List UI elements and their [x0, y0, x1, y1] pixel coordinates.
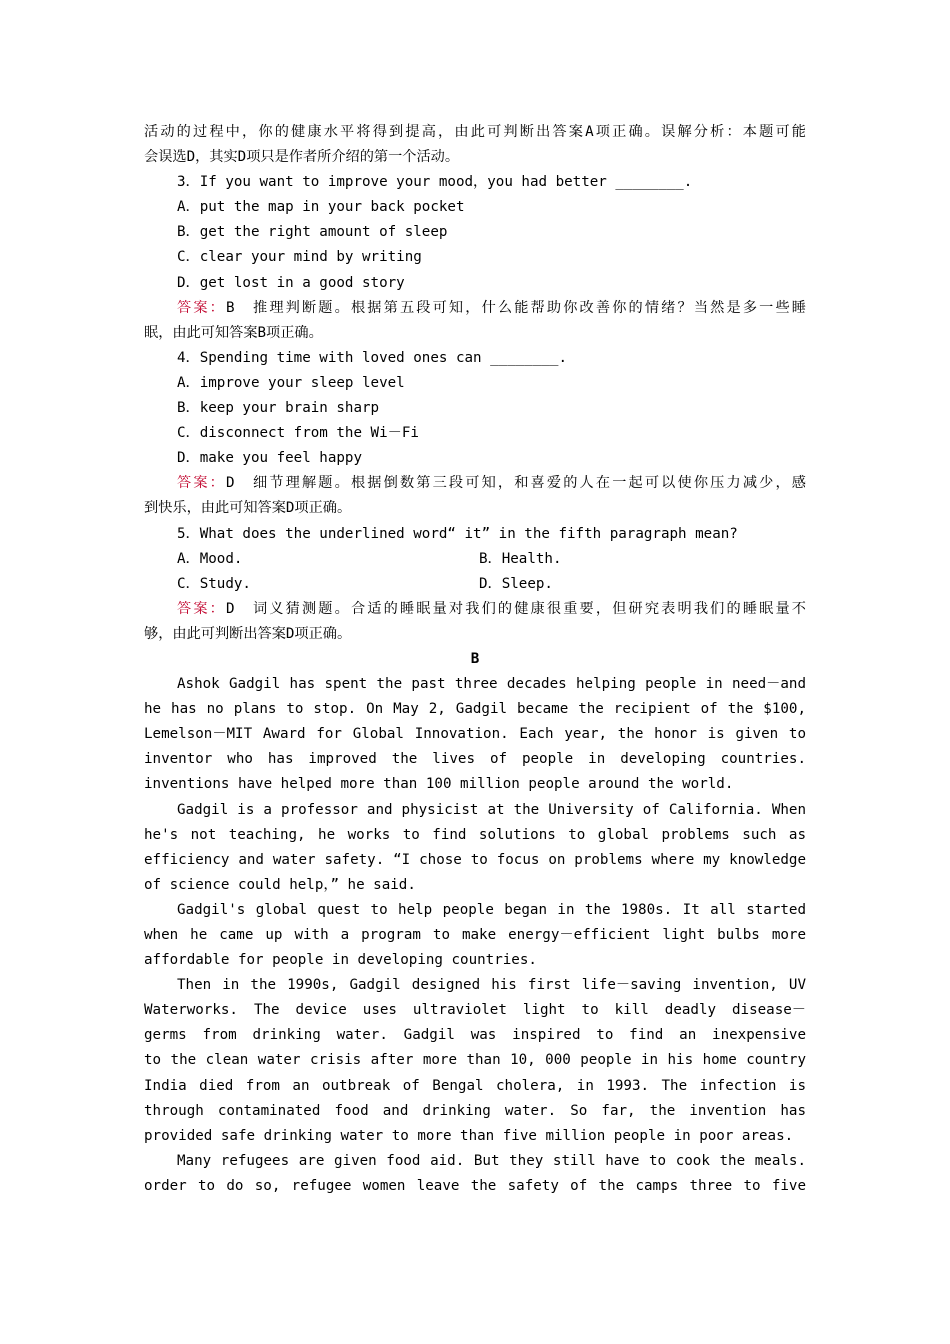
passage-paragraph-4	[144, 973, 806, 1149]
passage-line: Many refugees are given food aid. But they still have to cook the meals.	[177, 1152, 806, 1169]
passage-line: Ashok Gadgil has spent the past three decades helping people in need－and	[177, 676, 806, 693]
passage-line: provided safe drinking water to more than five million people in poor areas.	[144, 1127, 794, 1144]
question-5-option-b: B．Health.	[479, 550, 562, 567]
passage-line: India died from an outbreak of Bengal cholera, in 1993. The infection is	[144, 1077, 806, 1094]
passage-line: Gadgil is a professor and physicist at the University of California. When	[177, 801, 806, 818]
intro-line-2: 会误选D，其实D项只是作者所介绍的第一个活动。	[144, 149, 460, 166]
passage-line: through contaminated food and drinking water. So far, the invention has	[144, 1102, 806, 1119]
question-4-option-a: A．improve your sleep level	[177, 374, 405, 391]
passage-line: of science could help，” he said.	[144, 876, 416, 893]
question-5-options-row-2	[144, 572, 806, 597]
question-4-stem: 4．Spending time with loved ones can ________.	[177, 349, 568, 366]
question-4-answer-cont: 到快乐，由此可知答案D项正确。	[144, 500, 352, 517]
passage-line: he has no plans to stop. On May 2, Gadgil became the recipient of the $100,	[144, 701, 806, 718]
passage-line: germs from drinking water. Gadgil was inspired to find an inexpensive	[144, 1027, 806, 1044]
question-5-options-row-1	[144, 547, 806, 572]
passage-line: order to do so, refugee women leave the safety of the camps three to five	[144, 1177, 806, 1194]
answer-label: 答案：	[177, 299, 226, 316]
passage-line: efficiency and water safety. “I chose to focus on problems where my knowledge	[144, 851, 806, 868]
passage-line: inventor who has improved the lives of people in developing countries.	[144, 751, 806, 768]
passage-line: to the clean water crisis after more than 10, 000 people in his home country	[144, 1052, 806, 1069]
passage-line: when he came up with a program to make energy－efficient light bulbs more	[144, 927, 806, 943]
question-5-option-c: C．Study.	[177, 575, 251, 592]
passage-line: affordable for people in developing countries.	[144, 952, 537, 969]
question-5-answer-cont: 够，由此可判断出答案D项正确。	[144, 625, 352, 642]
question-4-option-c: C．disconnect from the Wi－Fi	[177, 425, 419, 442]
passage-line: Then in the 1990s, Gadgil designed his first life－saving invention, UV	[177, 977, 806, 994]
passage-line: he's not teaching, he works to find solutions to global problems such as	[144, 826, 806, 843]
passage-line: inventions have helped more than 100 million people around the world.	[144, 776, 734, 793]
answer-label: 答案：	[177, 600, 226, 617]
passage-paragraph-3	[144, 898, 806, 973]
passage-line: Gadgil's global quest to help people began in the 1980s. It all started	[177, 901, 806, 918]
question-5-option-a: A．Mood.	[177, 550, 243, 567]
question-5-answer	[144, 597, 806, 622]
question-4-option-b: B．keep your brain sharp	[177, 400, 380, 417]
question-5-stem: 5．What does the underlined word“ it” in the fifth paragraph mean?	[177, 525, 738, 542]
passage-paragraph-1	[144, 672, 806, 797]
question-4-answer	[144, 471, 806, 496]
question-3-answer-cont: 眠，由此可知答案B项正确。	[144, 324, 323, 341]
passage-line: Waterworks. The device uses ultraviolet light to kill deadly disease－	[144, 1002, 806, 1019]
question-3-answer	[144, 296, 806, 321]
section-heading: B	[470, 650, 480, 667]
question-3-option-d: D．get lost in a good story	[177, 274, 405, 291]
question-3-option-b: B．get the right amount of sleep	[177, 224, 448, 241]
question-3-stem: 3．If you want to improve your mood，you had better ________.	[177, 174, 693, 191]
question-5-option-d: D．Sleep.	[479, 575, 553, 592]
answer-explanation: B 推理判断题。根据第五段可知，什么能帮助你改善你的情绪？当然是多一些睡	[225, 299, 806, 316]
question-3-option-a: A．put the map in your back pocket	[177, 199, 465, 216]
question-3-option-c: C．clear your mind by writing	[177, 249, 422, 266]
answer-explanation: D 细节理解题。根据倒数第三段可知，和喜爱的人在一起可以使你压力减少，感	[225, 475, 806, 492]
document-page	[144, 120, 806, 1199]
passage-paragraph-2	[144, 798, 806, 898]
answer-explanation: D 词义猜测题。合适的睡眠量对我们的健康很重要，但研究表明我们的睡眠量不	[225, 600, 806, 617]
passage-line: Lemelson－MIT Award for Global Innovation. Each year, the honor is given to	[144, 726, 806, 743]
passage-paragraph-5	[144, 1149, 806, 1199]
answer-label: 答案：	[177, 475, 226, 492]
question-4-option-d: D．make you feel happy	[177, 450, 363, 467]
intro-line-1: 活动的过程中，你的健康水平将得到提高，由此可判断出答案A项正确。误解分析：本题可能	[144, 124, 806, 140]
